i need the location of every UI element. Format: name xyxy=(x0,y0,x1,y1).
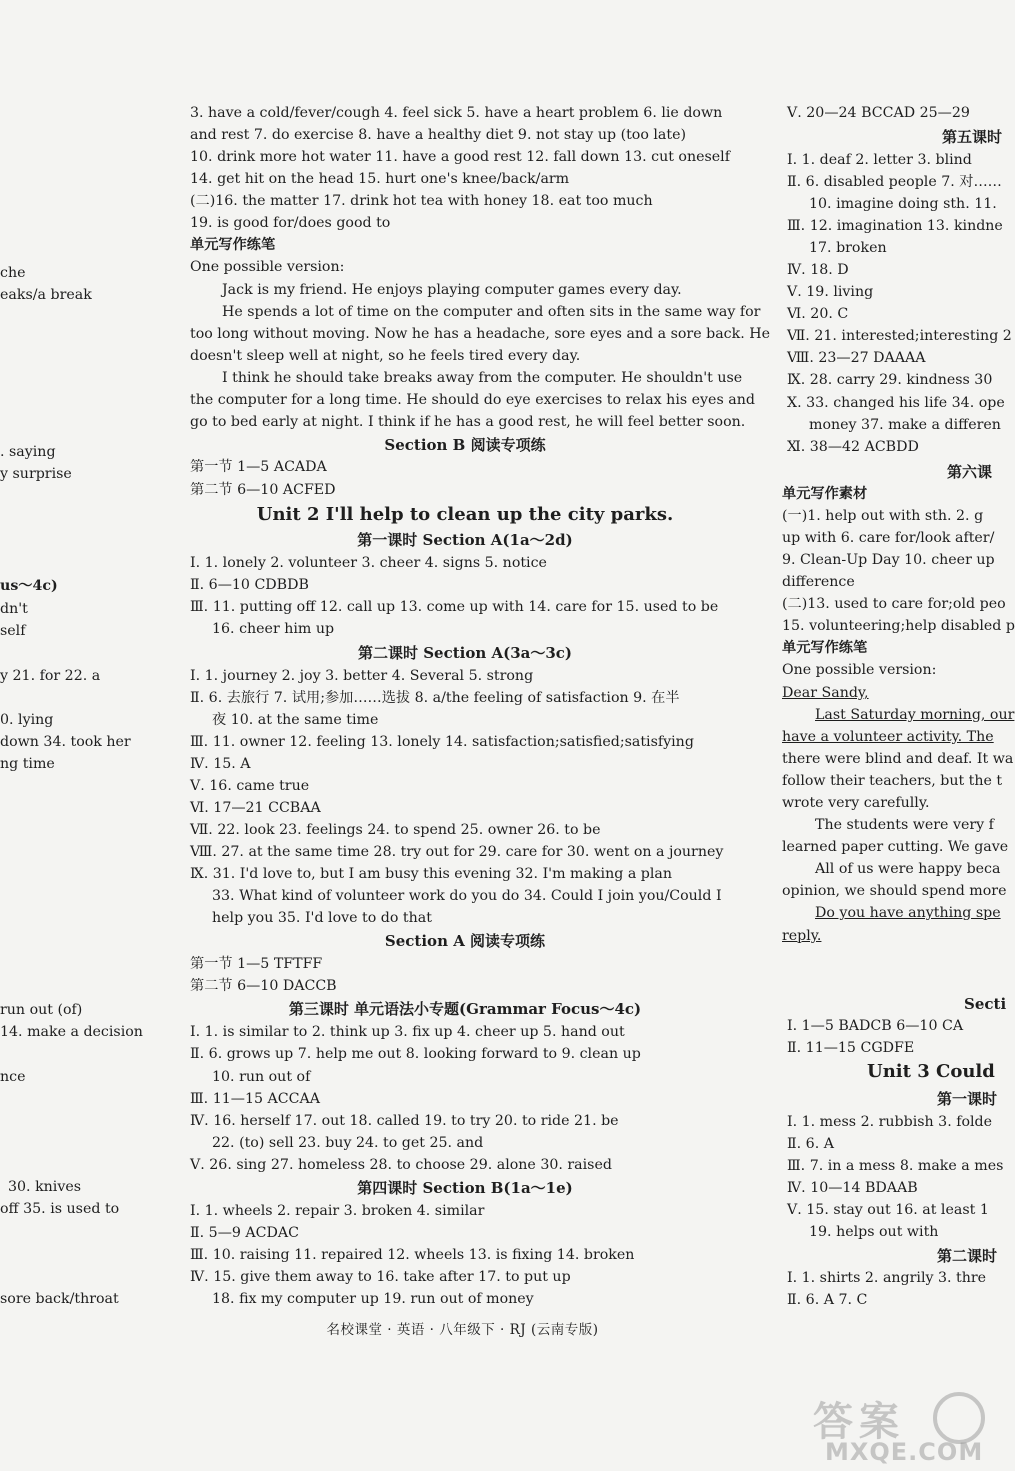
left-fragment: 0. lying xyxy=(0,712,54,728)
answer-line: Ⅰ. 1—5 BADCB 6—10 CA xyxy=(787,1018,964,1034)
essay-line: follow their teachers, but the t xyxy=(782,773,1003,789)
left-fragment: che xyxy=(0,265,26,281)
answer-line: Ⅷ. 23—27 DAAAA xyxy=(787,350,926,366)
writing-heading: 单元写作练笔 xyxy=(782,640,868,656)
answer-line: Ⅰ. 1. deaf 2. letter 3. blind xyxy=(787,152,972,168)
essay-line: go to bed early at night. I think if he has a good rest, he will feel better soon. xyxy=(190,414,746,430)
left-fragment: run out (of) xyxy=(0,1002,83,1018)
answer-line: Ⅱ. 6. grows up 7. help me out 8. looking forward to 9. clean up xyxy=(190,1046,641,1062)
left-fragment: eaks/a break xyxy=(0,287,92,303)
lesson-heading: 第一课时 xyxy=(937,1090,998,1108)
essay-line: All of us were happy beca xyxy=(815,861,1001,877)
answer-line: Ⅴ. 19. living xyxy=(787,284,874,300)
answer-line: 18. fix my computer up 19. run out of money xyxy=(212,1291,534,1307)
answer-line: Ⅴ. 16. came true xyxy=(190,778,310,794)
essay-line: there were blind and deaf. It wa xyxy=(782,751,1014,767)
answer-line: Ⅵ. 20. C xyxy=(787,306,849,322)
answer-line: difference xyxy=(782,574,855,590)
answer-line: 16. cheer him up xyxy=(212,621,335,637)
answer-line: 夜 10. at the same time xyxy=(212,712,379,728)
answer-line: 19. is good for/does good to xyxy=(190,215,391,231)
essay-line: the computer for a long time. He should do eye exercises to relax his eyes and xyxy=(190,392,755,408)
answer-line: 33. What kind of volunteer work do you do 34. Could I join you/Could I xyxy=(212,888,722,904)
answer-line: Ⅱ. 6—10 CDBDB xyxy=(190,577,309,593)
answer-line: Ⅺ. 38—42 ACBDD xyxy=(787,439,919,455)
left-fragment: y surprise xyxy=(0,466,72,482)
lesson-heading: 第四课时 Section B(1a～1e) xyxy=(357,1179,573,1197)
essay-line: Do you have anything spe xyxy=(815,905,1001,921)
answer-line: 15. volunteering;help disabled p xyxy=(782,618,1015,634)
answer-line: and rest 7. do exercise 8. have a healthy diet 9. not stay up (too late) xyxy=(190,127,687,143)
answer-line: Ⅲ. 11. putting off 12. call up 13. come up with 14. care for 15. used to be xyxy=(190,599,719,615)
answer-line: One possible version: xyxy=(190,259,345,275)
answer-line: Ⅳ. 15. give them away to 16. take after 17. to put up xyxy=(190,1269,571,1285)
answer-line: Ⅲ. 7. in a mess 8. make a mes xyxy=(787,1158,1004,1174)
answer-line: Ⅹ. 33. changed his life 34. ope xyxy=(787,395,1005,411)
left-fragment: y 21. for 22. a xyxy=(0,668,101,684)
left-fragment: dn't xyxy=(0,601,28,617)
right-column xyxy=(782,0,1015,1471)
left-fragment: 14. make a decision xyxy=(0,1024,143,1040)
essay-line: opinion, we should spend more xyxy=(782,883,1007,899)
essay-line: reply. xyxy=(782,928,822,944)
lesson-heading: 第二课时 xyxy=(937,1247,998,1265)
left-fragment: 30. knives xyxy=(8,1179,82,1195)
answer-line: Ⅲ. 11. owner 12. feeling 13. lonely 14. satisfaction;satisfied;satisfying xyxy=(190,734,694,750)
answer-line: 10. imagine doing sth. 11. xyxy=(809,196,997,212)
answer-line: 22. (to) sell 23. buy 24. to get 25. and xyxy=(212,1135,484,1151)
answer-line: Ⅷ. 27. at the same time 28. try out for 29. care for 30. went on a journey xyxy=(190,844,724,860)
essay-line: too long without moving. Now he has a headache, sore eyes and a sore back. He xyxy=(190,326,770,342)
essay-line xyxy=(782,727,994,747)
answer-line: 第一节 1—5 TFTFF xyxy=(190,956,323,972)
left-fragment: off 35. is used to xyxy=(0,1201,120,1217)
left-fragment: . saying xyxy=(0,444,56,460)
lesson-heading: 第三课时 单元语法小专题(Grammar Focus～4c) xyxy=(288,1000,642,1018)
answer-line: Ⅱ. 11—15 CGDFE xyxy=(787,1040,915,1056)
answer-line: Ⅲ. 10. raising 11. repaired 12. wheels 13. is fixing 14. broken xyxy=(190,1247,635,1263)
answer-line: Ⅴ. 15. stay out 16. at least 1 xyxy=(787,1202,989,1218)
answer-line: Ⅱ. 6. 去旅行 7. 试用;参加……选拔 8. a/the feeling of satisfaction 9. 在半 xyxy=(190,690,680,706)
answer-line: 第一节 1—5 ACADA xyxy=(190,459,327,475)
answer-line: Ⅶ. 22. look 23. feelings 24. to spend 25. owner 26. to be xyxy=(190,822,601,838)
answer-line: 19. helps out with xyxy=(809,1224,939,1240)
left-fragment: nce xyxy=(0,1069,26,1085)
unit-title: Unit 2 I'll help to clean up the city parks. xyxy=(256,504,674,525)
answer-line: Ⅱ. 6. A 7. C xyxy=(787,1292,868,1308)
answer-line: Ⅶ. 21. interested;interesting 2 xyxy=(787,328,1012,344)
answer-line: (二)16. the matter 17. drink hot tea with honey 18. eat too much xyxy=(190,193,653,209)
answer-line: Ⅰ. 1. shirts 2. angrily 3. thre xyxy=(787,1270,987,1286)
left-fragment: us～4c) xyxy=(0,578,58,594)
answer-line: Ⅱ. 6. disabled people 7. 对…… xyxy=(787,174,1002,190)
left-fragment: sore back/throat xyxy=(0,1291,119,1307)
answer-line: Ⅳ. 15. A xyxy=(190,756,251,772)
section-heading: Secti xyxy=(964,995,1007,1013)
essay-line: He spends a lot of time on the computer and often sits in the same way for xyxy=(222,304,761,320)
answer-line: (二)13. used to care for;old peo xyxy=(782,596,1006,612)
essay-line: learned paper cutting. We gave xyxy=(782,839,1009,855)
answer-line: Ⅲ. 11—15 ACCAA xyxy=(190,1091,320,1107)
answer-line: Ⅳ. 16. herself 17. out 18. called 19. to try 20. to ride 21. be xyxy=(190,1113,619,1129)
left-fragment: down 34. took her xyxy=(0,734,131,750)
answer-line: Ⅳ. 18. D xyxy=(787,262,849,278)
answer-line: 10. drink more hot water 11. have a good rest 12. fall down 13. cut oneself xyxy=(190,149,730,165)
answer-line: 14. get hit on the head 15. hurt one's knee/back/arm xyxy=(190,171,570,187)
answer-line: Ⅰ. 1. lonely 2. volunteer 3. cheer 4. signs 5. notice xyxy=(190,555,547,571)
answer-line: (一)1. help out with sth. 2. g xyxy=(782,508,984,524)
essay-line: I think he should take breaks away from the computer. He shouldn't use xyxy=(222,370,743,386)
essay-line: The students were very f xyxy=(815,817,994,833)
answer-line: Ⅳ. 10—14 BDAAB xyxy=(787,1180,918,1196)
section-heading: Section A 阅读专项练 xyxy=(384,932,546,950)
left-fragment: ng time xyxy=(0,756,55,772)
lesson-heading: 第五课时 xyxy=(942,128,1003,146)
section-heading: Section B 阅读专项练 xyxy=(384,436,546,454)
answer-line: Ⅱ. 5—9 ACDAC xyxy=(190,1225,299,1241)
answer-line: Ⅱ. 6. A xyxy=(787,1136,834,1152)
answer-line: Ⅸ. 28. carry 29. kindness 30 xyxy=(787,372,993,388)
answer-line: Ⅰ. 1. wheels 2. repair 3. broken 4. similar xyxy=(190,1203,485,1219)
letter-salutation: Dear Sandy, xyxy=(782,685,869,701)
answer-line: Ⅸ. 31. I'd love to, but I am busy this evening 32. I'm making a plan xyxy=(190,866,673,882)
watermark-logo: 答案 MXQE.COM xyxy=(795,1390,995,1468)
answer-line: Ⅲ. 12. imagination 13. kindne xyxy=(787,218,1003,234)
answer-line: 17. broken xyxy=(809,240,887,256)
essay-line: Jack is my friend. He enjoys playing computer games every day. xyxy=(222,282,682,298)
left-fragment: self xyxy=(0,623,26,639)
answer-line: 3. have a cold/fever/cough 4. feel sick 5. have a heart problem 6. lie down xyxy=(190,105,723,121)
lesson-heading: 第一课时 Section A(1a～2d) xyxy=(357,531,573,549)
answer-line: Ⅰ. 1. journey 2. joy 3. better 4. Several 5. strong xyxy=(190,668,534,684)
answer-line: 第二节 6—10 DACCB xyxy=(190,978,337,994)
essay-line: Last Saturday morning, our xyxy=(815,707,1015,723)
answer-line: One possible version: xyxy=(782,662,937,678)
answer-line: money 37. make a differen xyxy=(809,417,1001,433)
answer-line: Ⅵ. 17—21 CCBAA xyxy=(190,800,321,816)
answer-line: Ⅰ. 1. mess 2. rubbish 3. folde xyxy=(787,1114,993,1130)
lesson-heading: 第二课时 Section A(3a～3c) xyxy=(357,644,573,662)
answer-line: up with 6. care for/look after/ xyxy=(782,530,995,546)
lesson-heading: 第六课 xyxy=(947,463,993,481)
answer-line: Ⅴ. 26. sing 27. homeless 28. to choose 29. alone 30. raised xyxy=(190,1157,612,1173)
essay-underlined: have a volunteer activity. The xyxy=(782,729,994,745)
writing-heading: 单元写作练笔 xyxy=(190,237,276,253)
page-footer: 名校课堂 · 英语 · 八年级下 · RJ (云南专版) xyxy=(326,1322,599,1338)
answer-line: help you 35. I'd love to do that xyxy=(212,910,432,926)
answer-line: 9. Clean-Up Day 10. cheer up xyxy=(782,552,995,568)
answer-line: 10. run out of xyxy=(212,1069,311,1085)
answer-line: Ⅰ. 1. is similar to 2. think up 3. fix up 4. cheer up 5. hand out xyxy=(190,1024,625,1040)
essay-line: doesn't sleep well at night, so he feels tired every day. xyxy=(190,348,581,364)
unit-title: Unit 3 Could xyxy=(867,1061,995,1082)
answer-line: Ⅴ. 20—24 BCCAD 25—29 xyxy=(787,105,970,121)
essay-line: wrote very carefully. xyxy=(782,795,930,811)
answer-line: 第二节 6—10 ACFED xyxy=(190,482,336,498)
writing-heading: 单元写作素材 xyxy=(782,486,868,502)
